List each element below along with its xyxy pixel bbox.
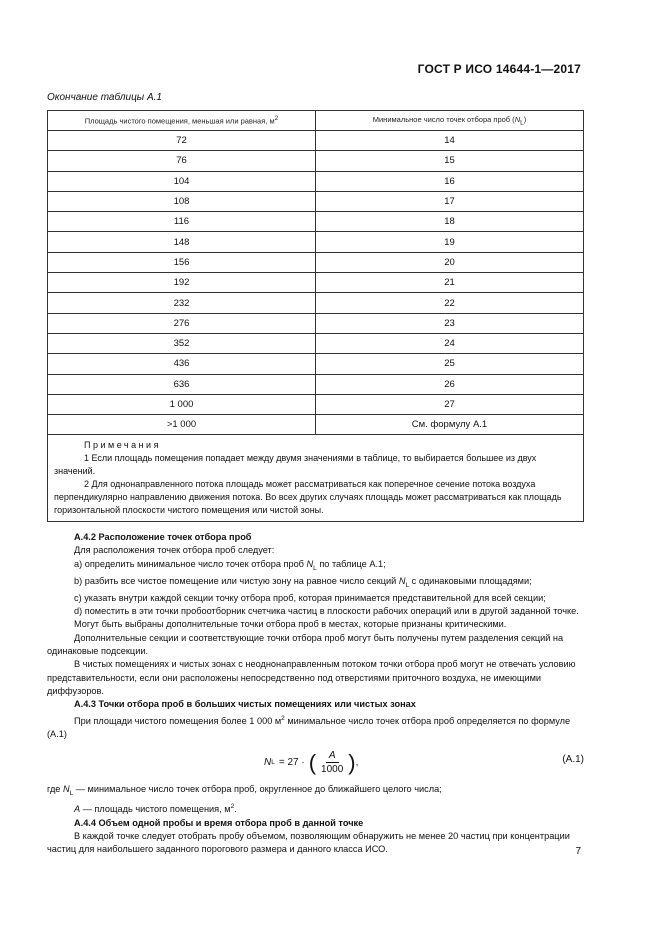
table-row — [48, 374, 584, 394]
note-1: 1 Если площадь помещения попадает между двумя значениями в таблице, то выбирается большее из двух значений. — [54, 453, 537, 477]
points-cell: 15 — [316, 151, 584, 171]
formula-number: (А.1) — [562, 754, 584, 766]
area-cell: 192 — [48, 273, 316, 293]
table-row — [48, 191, 584, 211]
points-cell: 25 — [316, 354, 584, 374]
section-a44-text: В каждой точке следует отобрать пробу объемом, позволяющим обнаружить не менее 20 частиц при концентрации частиц для наибольшего заданного порогового размера и данного класса ИСО. — [47, 830, 570, 855]
table-row — [48, 313, 584, 333]
body-text — [47, 531, 584, 857]
points-cell: 16 — [316, 171, 584, 191]
formula-row — [47, 741, 584, 783]
area-cell: 108 — [48, 191, 316, 211]
note-2: 2 Для однонаправленного потока площадь может рассматриваться как поперечное сечение потока воздуха перпендикулярно направлению движения потока. Во всех других случаях площадь может рассматриваться как площадь горизонтальной плоскости чистого помещения или чистой зоны. — [54, 479, 562, 516]
area-cell: 1 000 — [48, 394, 316, 414]
col2-header: Минимальное число точек отбора проб $(N_L)$ — [316, 111, 584, 131]
table-caption: Окончание таблицы А.1 — [47, 92, 162, 103]
section-a42-intro: Для расположения точек отбора проб следует: — [74, 545, 275, 556]
area-cell: 116 — [48, 212, 316, 232]
points-cell: 27 — [316, 394, 584, 414]
points-cell: 26 — [316, 374, 584, 394]
area-cell: 76 — [48, 151, 316, 171]
area-cell: 72 — [48, 131, 316, 151]
table-row — [48, 131, 584, 151]
points-cell: 24 — [316, 333, 584, 353]
area-cell: 436 — [48, 354, 316, 374]
area-cell: >1 000 — [48, 415, 316, 435]
formula-a1: N L = 27 · ( $\frac{A}{1000}$ ) , — [264, 749, 359, 776]
area-cell: 148 — [48, 232, 316, 252]
table-row — [48, 333, 584, 353]
points-cell: 18 — [316, 212, 584, 232]
table-a1 — [47, 110, 584, 522]
area-cell: 104 — [48, 171, 316, 191]
notes-row — [48, 435, 584, 522]
formula-fraction: $\frac{A}{1000}$ — [321, 750, 344, 776]
notes-cell — [48, 435, 584, 522]
section-a42-heading: А.4.2 Расположение точек отбора проб — [74, 532, 252, 542]
points-cell: 20 — [316, 252, 584, 272]
where-line-2: A — площадь чистого помещения, $м^2$. — [74, 803, 237, 815]
page-number: 7 — [575, 846, 581, 857]
item-c: c) указать внутри каждой секции точку отбора проб, которая принимается представительной для всей секции; — [74, 592, 546, 603]
table-header-row — [48, 111, 584, 131]
table-row — [48, 293, 584, 313]
table-row — [48, 415, 584, 435]
col1-header: Площадь чистого помещения, меньшая или равная, $м^2$ — [48, 111, 316, 131]
area-cell: 276 — [48, 313, 316, 333]
section-a43-heading: А.4.3 Точки отбора проб в больших чистых помещениях или чистых зонах — [74, 699, 416, 710]
notes-title: Примечания — [84, 440, 161, 451]
where-line-1: где $N_L$ — минимальное число точек отбора проб, округленное до ближайшего целого числа; — [47, 784, 442, 797]
area-cell: 352 — [48, 333, 316, 353]
points-cell: 21 — [316, 273, 584, 293]
paragraph-2: Дополнительные секции и соответствующие точки отбора проб могут быть получены путем разделения секций на одинаковые подсекции. — [47, 632, 564, 657]
section-a44-heading: А.4.4 Объем одной пробы и время отбора проб в данной точке — [74, 817, 364, 828]
table-row — [48, 252, 584, 272]
table-row — [48, 151, 584, 171]
points-cell: 19 — [316, 232, 584, 252]
area-cell: 156 — [48, 252, 316, 272]
area-cell: 636 — [48, 374, 316, 394]
table-row — [48, 394, 584, 414]
document-code: ГОСТ Р ИСО 14644-1—2017 — [417, 62, 581, 76]
item-a: а) определить минимальное число точек отбора проб $N_L$ по таблице А.1; — [74, 558, 386, 572]
table-row — [48, 212, 584, 232]
points-cell: 14 — [316, 131, 584, 151]
table-row — [48, 273, 584, 293]
item-b: b) разбить все чистое помещение или чистую зону на равное число секций $N_L$ с одинаковыми площадями; — [74, 575, 532, 589]
points-cell: 17 — [316, 191, 584, 211]
area-cell: 232 — [48, 293, 316, 313]
points-cell: 23 — [316, 313, 584, 333]
table-row — [48, 171, 584, 191]
item-d: d) поместить в эти точки пробоотборник счетчика частиц в плоскости рабочих операций или в другой заданной точке. — [74, 606, 579, 617]
points-cell: 22 — [316, 293, 584, 313]
table-row — [48, 354, 584, 374]
table-row — [48, 232, 584, 252]
paragraph-1: Могут быть выбраны дополнительные точки отбора проб в местах, которые признаны критическими. — [74, 619, 507, 630]
paragraph-3: В чистых помещениях и чистых зонах с неоднонаправленным потоком точки отбора проб могут не отвечать условию представительности, если они расположены непосредственно под отверстиями приточного воздуха, не имеющими диффузоров. — [47, 659, 576, 696]
points-cell: См. формулу А.1 — [316, 415, 584, 435]
section-a43-text: При площади чистого помещения более 1 000 $м^2$ минимальное число точек отбора проб определяется по формуле (А.1) — [47, 714, 571, 739]
